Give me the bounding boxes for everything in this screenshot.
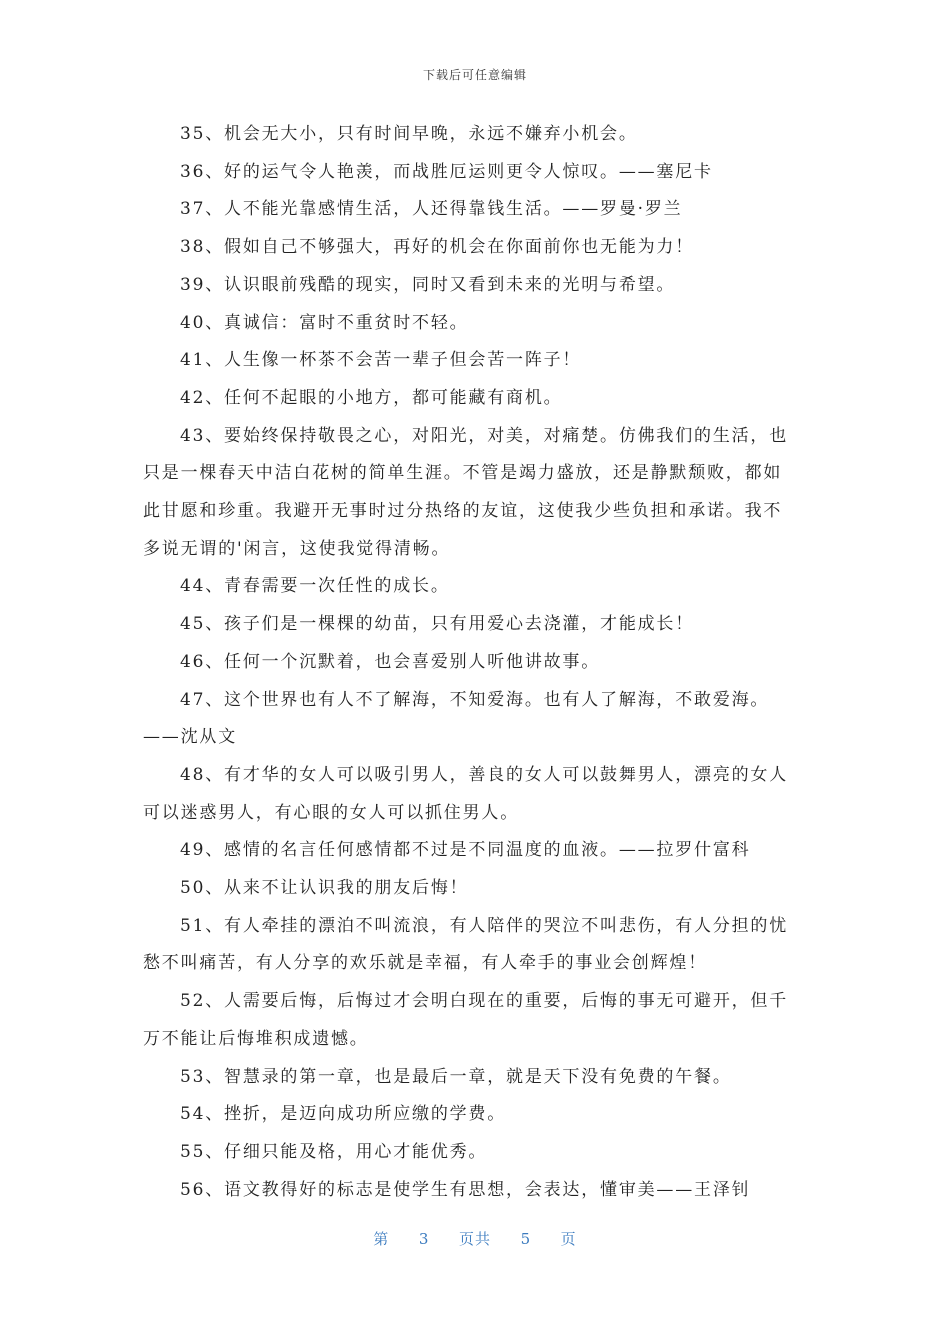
footer-current-page: 3: [418, 1230, 430, 1248]
paragraph-47: 47、这个世界也有人不了解海，不知爱海。也有人了解海，不敢爱海。——沈从文: [143, 689, 770, 748]
footer-prefix: 第: [373, 1230, 390, 1248]
paragraph-43: 43、要始终保持敬畏之心，对阳光，对美，对痛楚。仿佛我们的生活，也只是一棵春天中洁白花树的简单生涯。不管是竭力盛放，还是静默颓败，都如此甘愿和珍重。我避开无事时过分热络的友谊，这使我少些负担和承诺。我不多说无谓的'闲言，这使我觉得清畅。: [143, 425, 789, 559]
paragraph-54: 54、挫折，是迈向成功所应缴的学费。: [180, 1104, 507, 1125]
paragraph-51: 51、有人牵挂的漂泊不叫流浪，有人陪伴的哭泣不叫悲伤，有人分担的忧愁不叫痛苦，有人分享的欢乐就是幸福，有人牵手的事业会创辉煌！: [143, 915, 789, 974]
paragraph-36: 36、好的运气令人艳羡，而战胜厄运则更令人惊叹。——塞尼卡: [180, 161, 713, 182]
paragraph-39: 39、认识眼前残酷的现实，同时又看到未来的光明与希望。: [180, 274, 676, 295]
paragraph-45: 45、孩子们是一棵棵的幼苗，只有用爱心去浇灌，才能成长！: [180, 614, 695, 635]
paragraph-48: 48、有才华的女人可以吸引男人，善良的女人可以鼓舞男人，漂亮的女人可以迷惑男人，有心眼的女人可以抓住男人。: [143, 764, 789, 823]
paragraph-41: 41、人生像一杯茶不会苦一辈子但会苦一阵子！: [180, 350, 582, 371]
paragraph-56: 56、语文教得好的标志是使学生有思想，会表达，懂审美——王泽钊: [180, 1179, 751, 1200]
page-header: 下载后可任意编辑: [422, 68, 527, 82]
paragraph-35: 35、机会无大小，只有时间早晚，永远不嫌弃小机会。: [180, 124, 638, 144]
footer-suffix: 页: [560, 1230, 577, 1248]
page-footer: [0, 1228, 950, 1249]
paragraph-38: 38、假如自己不够强大，再好的机会在你面前你也无能为力！: [180, 237, 695, 258]
paragraph-46: 46、任何一个沉默着，也会喜爱别人听他讲故事。: [180, 651, 601, 672]
paragraph-42: 42、任何不起眼的小地方，都可能藏有商机。: [180, 387, 563, 408]
paragraph-40: 40、真诚信：富时不重贫时不轻。: [180, 312, 469, 333]
paragraph-37: 37、人不能光靠感情生活，人还得靠钱生活。——罗曼·罗兰: [180, 199, 683, 220]
paragraph-44: 44、青春需要一次任性的成长。: [180, 576, 450, 597]
paragraph-49: 49、感情的名言任何感情都不过是不同温度的血液。——拉罗什富科: [180, 840, 751, 861]
paragraph-50: 50、从来不让认识我的朋友后悔！: [180, 878, 469, 899]
document-body: [143, 116, 800, 1209]
paragraph-52: 52、人需要后悔，后悔过才会明白现在的重要，后悔的事无可避开，但千万不能让后悔堆积成遗憾。: [143, 991, 789, 1049]
paragraph-53: 53、智慧录的第一章，也是最后一章，就是天下没有免费的午餐。: [180, 1066, 732, 1087]
paragraph-55: 55、仔细只能及格，用心才能优秀。: [180, 1141, 488, 1162]
footer-middle: 页共: [458, 1230, 491, 1248]
footer-total-pages: 5: [520, 1230, 532, 1248]
